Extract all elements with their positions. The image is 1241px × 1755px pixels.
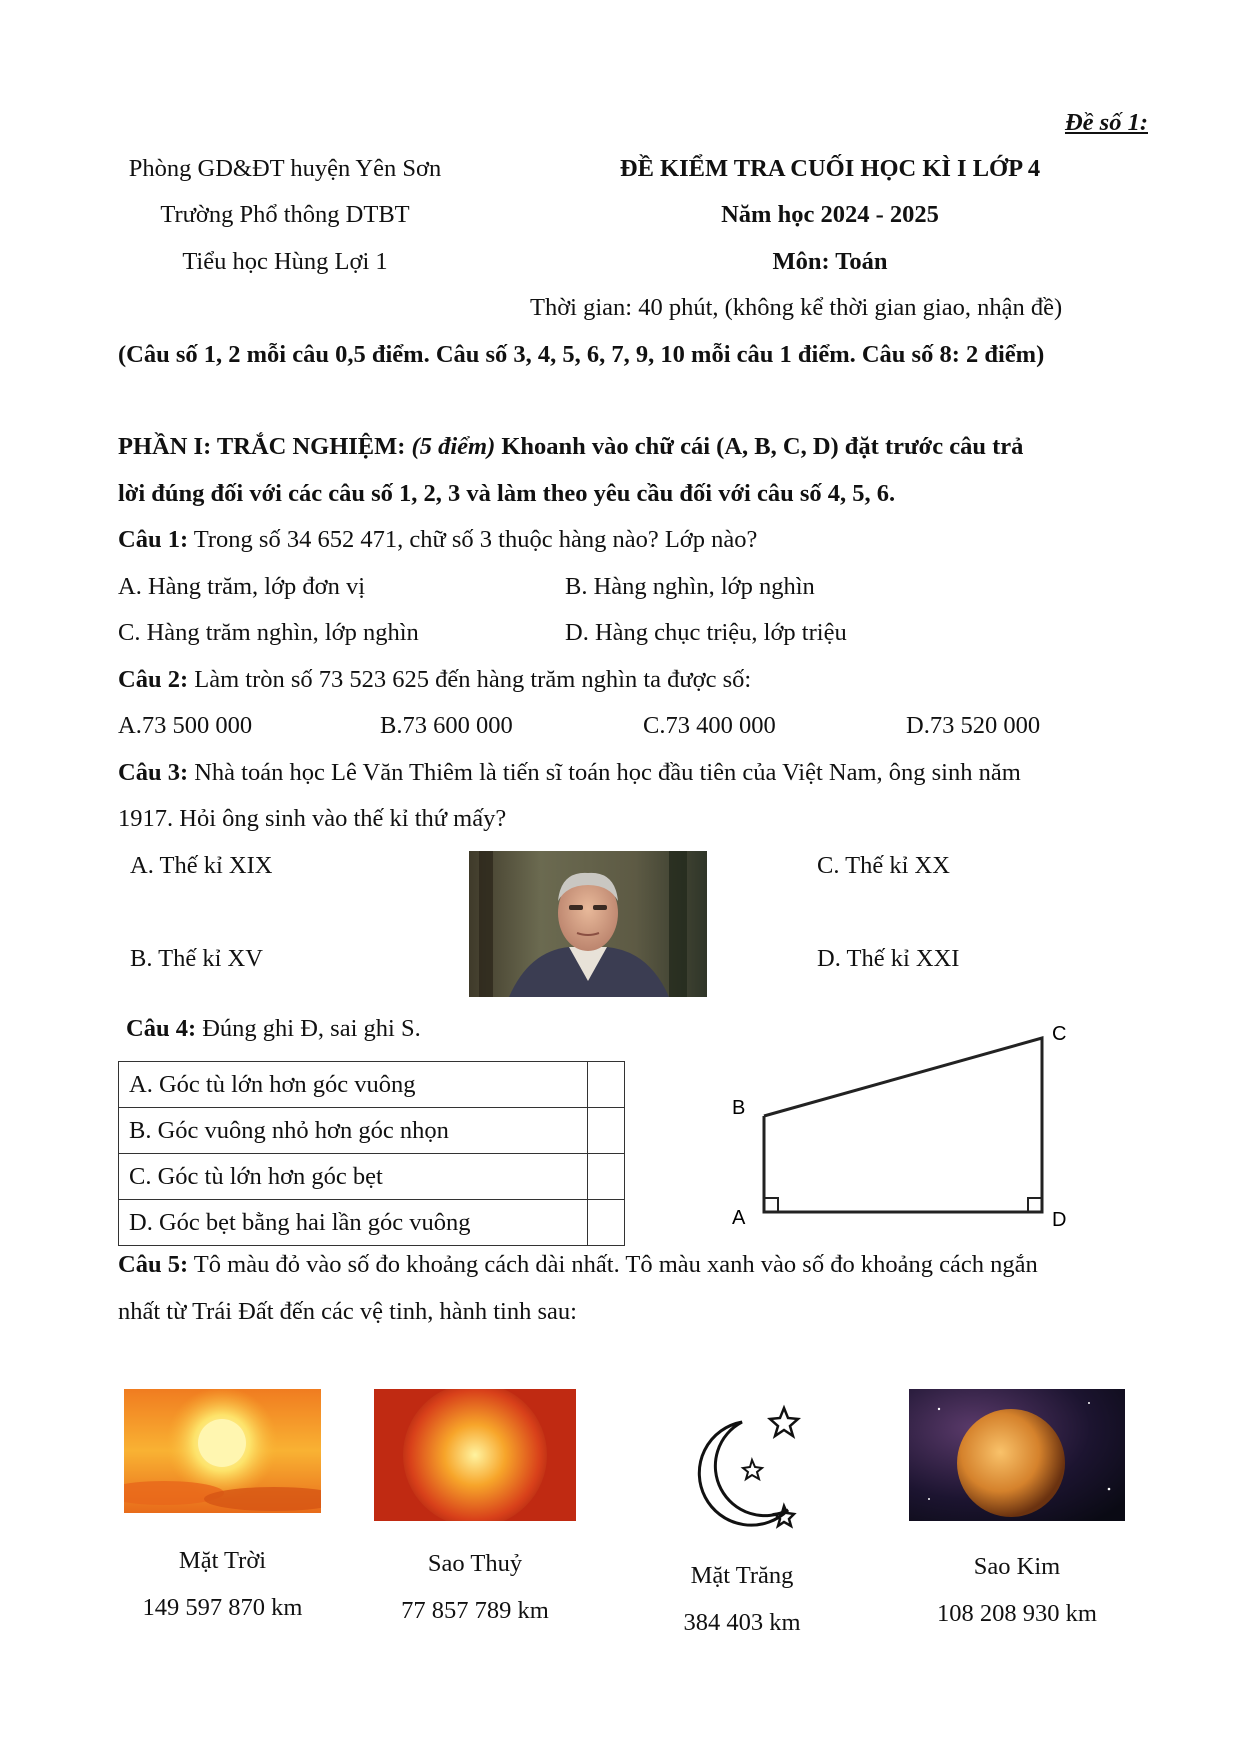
portrait-image xyxy=(469,851,707,997)
body-name-mercury: Sao Thuỷ xyxy=(427,1550,523,1577)
q1-text: Trong số 34 652 471, chữ số 3 thuộc hàng nào? Lớp nào? xyxy=(193,526,758,553)
part1-label: PHẦN I: TRẮC NGHIỆM: xyxy=(118,433,406,460)
portrait-photo xyxy=(469,851,707,997)
q3-text: Nhà toán học Lê Văn Thiêm là tiến sĩ toán học đầu tiên của Việt Nam, ông sinh năm xyxy=(194,759,1021,786)
statement-d: D. Góc bẹt bằng hai lần góc vuông xyxy=(119,1200,588,1246)
header-department: Phòng GD&ĐT huyện Yên Sơn xyxy=(128,155,442,182)
vertex-label-a: A xyxy=(732,1207,746,1229)
q2-option-b: B.73 600 000 xyxy=(380,712,513,739)
statement-a: A. Góc tù lớn hơn góc vuông xyxy=(119,1062,588,1108)
vertex-label-c: C xyxy=(1052,1023,1067,1045)
answer-box-d[interactable] xyxy=(588,1200,625,1246)
scoring-note: (Câu số 1, 2 mỗi câu 0,5 điểm. Câu số 3, 4, 5, 6, 7, 9, 10 mỗi câu 1 điểm. Câu số 8: 2 điểm) xyxy=(118,341,1045,368)
q1-question xyxy=(118,525,757,554)
q3-option-d: D. Thế kỉ XXI xyxy=(817,945,960,972)
q3-option-a: A. Thế kỉ XIX xyxy=(130,852,273,879)
mercury-image xyxy=(374,1389,576,1521)
trapezoid-outline xyxy=(764,1038,1042,1212)
q5-question xyxy=(118,1250,1038,1279)
q3-question-cont: 1917. Hỏi ông sinh vào thế kỉ thứ mấy? xyxy=(118,805,507,832)
q3-option-c: C. Thế kỉ XX xyxy=(817,852,950,879)
q2-text: Làm tròn số 73 523 625 đến hàng trăm nghìn ta được số: xyxy=(194,666,752,693)
q3-label: Câu 3: xyxy=(118,759,189,786)
q4-question xyxy=(126,1014,421,1043)
right-angle-mark-a xyxy=(764,1198,778,1212)
body-distance-sun: 149 597 870 km xyxy=(142,1594,303,1621)
q1-option-d: D. Hàng chục triệu, lớp triệu xyxy=(565,619,847,646)
right-angle-mark-d xyxy=(1028,1198,1042,1212)
exam-title: ĐỀ KIỂM TRA CUỐI HỌC KÌ I LỚP 4 xyxy=(619,155,1041,182)
q1-option-c: C. Hàng trăm nghìn, lớp nghìn xyxy=(118,619,419,646)
body-name-venus: Sao Kim xyxy=(973,1553,1061,1580)
time-limit: Thời gian: 40 phút, (không kể thời gian giao, nhận đề) xyxy=(530,294,1063,321)
table-row xyxy=(119,1200,625,1246)
q4-text: Đúng ghi Đ, sai ghi S. xyxy=(202,1015,421,1042)
body-distance-moon: 384 403 km xyxy=(683,1609,801,1636)
statement-c: C. Góc tù lớn hơn góc bẹt xyxy=(119,1154,588,1200)
sun-image xyxy=(124,1389,321,1513)
venus-image xyxy=(909,1389,1125,1521)
body-distance-venus: 108 208 930 km xyxy=(937,1600,1097,1627)
q1-option-a: A. Hàng trăm, lớp đơn vị xyxy=(118,573,366,600)
part1-heading xyxy=(118,432,1148,461)
body-distance-mercury: 77 857 789 km xyxy=(401,1597,549,1624)
q1-label: Câu 1: xyxy=(118,526,189,553)
vertex-label-b: B xyxy=(732,1097,746,1119)
q1-option-b: B. Hàng nghìn, lớp nghìn xyxy=(565,573,815,600)
q2-option-a: A.73 500 000 xyxy=(118,712,253,739)
true-false-table xyxy=(118,1061,625,1246)
answer-box-c[interactable] xyxy=(588,1154,625,1200)
trapezoid-figure xyxy=(720,1010,1080,1240)
body-name-sun: Mặt Trời xyxy=(178,1547,267,1574)
statement-b: B. Góc vuông nhỏ hơn góc nhọn xyxy=(119,1108,588,1154)
q2-option-d: D.73 520 000 xyxy=(906,712,1041,739)
q5-question-cont: nhất từ Trái Đất đến các vệ tinh, hành tinh sau: xyxy=(118,1298,577,1325)
answer-box-a[interactable] xyxy=(588,1062,625,1108)
body-name-moon: Mặt Trăng xyxy=(690,1562,794,1589)
part1-points: (5 điểm) xyxy=(411,433,496,460)
exam-number: Đề số 1: xyxy=(1064,109,1148,136)
table-row xyxy=(119,1154,625,1200)
q2-question xyxy=(118,665,751,694)
q3-question xyxy=(118,758,1021,787)
header-school: Trường Phổ thông DTBT xyxy=(160,201,410,228)
answer-box-b[interactable] xyxy=(588,1108,625,1154)
header-school-branch: Tiểu học Hùng Lợi 1 xyxy=(182,248,388,275)
q2-option-c: C.73 400 000 xyxy=(643,712,776,739)
moon-image xyxy=(672,1402,812,1542)
q4-label: Câu 4: xyxy=(126,1015,197,1042)
q5-label: Câu 5: xyxy=(118,1251,189,1278)
table-row xyxy=(119,1108,625,1154)
q5-text: Tô màu đỏ vào số đo khoảng cách dài nhất. Tô màu xanh vào số đo khoảng cách ngắn xyxy=(193,1251,1038,1278)
part1-instruction-cont: lời đúng đối với các câu số 1, 2, 3 và làm theo yêu cầu đối với câu số 4, 5, 6. xyxy=(118,480,896,507)
q2-label: Câu 2: xyxy=(118,666,189,693)
part1-instruction: Khoanh vào chữ cái (A, B, C, D) đặt trước câu trả xyxy=(501,433,1024,460)
school-year: Năm học 2024 - 2025 xyxy=(721,201,939,228)
q3-option-b: B. Thế kỉ XV xyxy=(130,945,263,972)
table-row xyxy=(119,1062,625,1108)
vertex-label-d: D xyxy=(1052,1209,1067,1231)
subject: Môn: Toán xyxy=(772,248,888,275)
